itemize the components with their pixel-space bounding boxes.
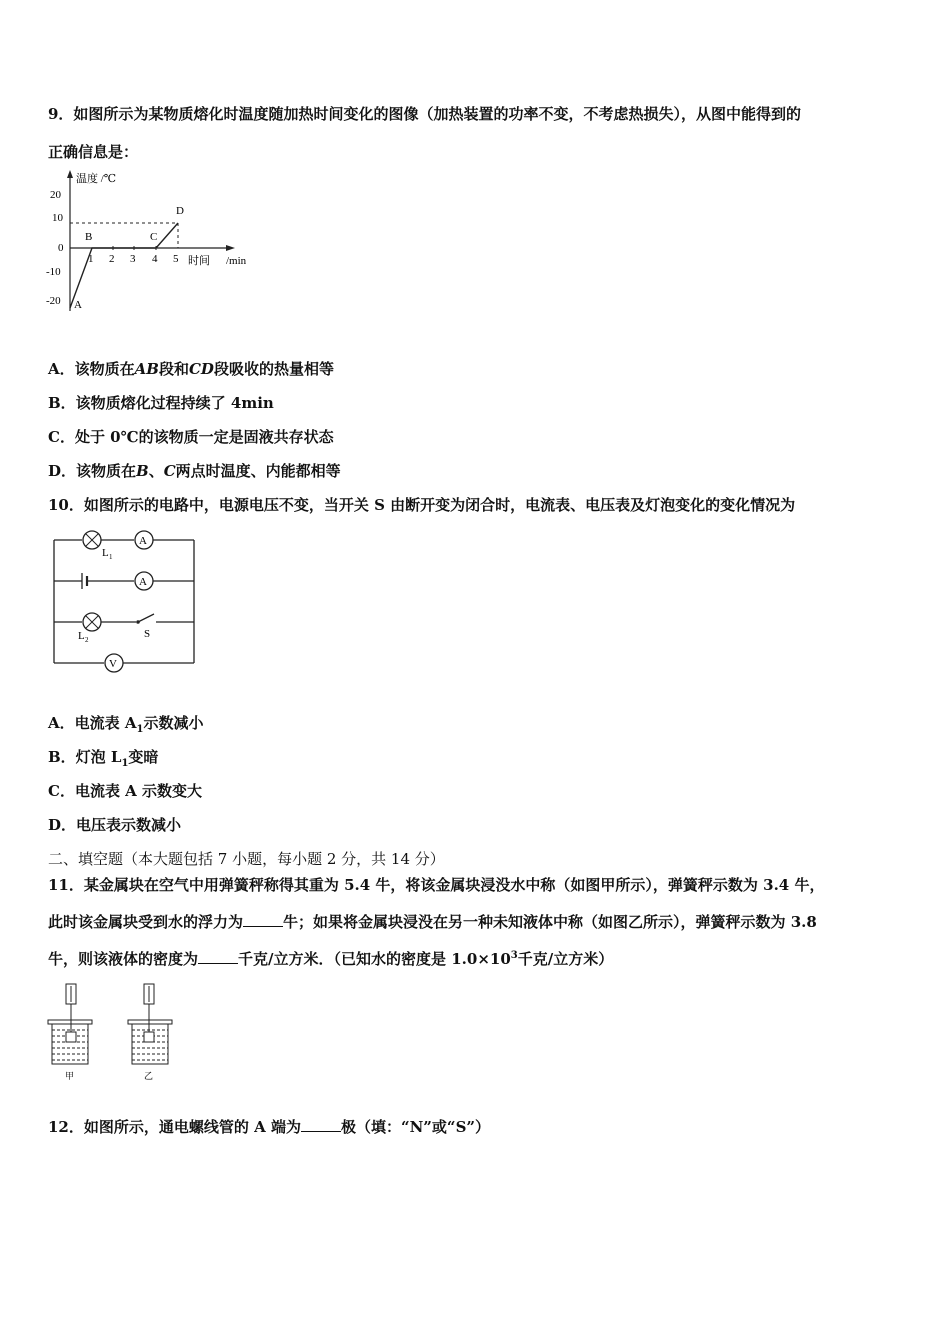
x-axis-label: 时间 [188, 255, 210, 267]
q11-blank-1[interactable] [243, 914, 283, 927]
q11-blank-2[interactable] [198, 951, 238, 964]
q9-stem-line-2: 正确信息是： [48, 143, 139, 161]
y-tick-0: 0 [58, 242, 64, 254]
x-axis-unit: /min [226, 255, 247, 267]
ammeter-a [135, 572, 153, 590]
q9-temperature-graph [40, 168, 260, 318]
figure-jia [48, 984, 92, 1081]
svg-text:甲: 甲 [65, 1071, 75, 1081]
q12-stem: 12．如图所示，通电螺线管的 A 端为 极（填：“N”或“S”） [48, 1118, 491, 1136]
svg-text:A: A [139, 576, 147, 588]
q10-option-d[interactable]: D．电压表示数减小 [48, 816, 182, 834]
q11-line-3: 牛，则该液体的密度为 千克/立方米．（已知水的密度是 $1.0\times 10^3$千克/立方米） [48, 950, 614, 968]
y-axis-label: 温度 /℃ [76, 173, 117, 185]
x-tick-3: 3 [130, 253, 136, 265]
y-tick-neg10: -10 [46, 266, 61, 278]
svg-text:A: A [139, 535, 147, 547]
q11-spring-scale-figures [44, 982, 194, 1082]
label-l1: L [102, 547, 109, 559]
q10-stem: 10．如图所示的电路中，电源电压不变，当开关 S 由断开变为闭合时，电流表、电压表及灯泡变化的变化情况为 [48, 496, 796, 514]
section-2-heading: 二、填空题（本大题包括 7 小题，每小题 2 分，共 14 分） [48, 850, 445, 868]
x-tick-5: 5 [173, 253, 179, 265]
label-s: S [144, 628, 151, 640]
label-l2-sub: 2 [85, 636, 89, 644]
svg-text:乙: 乙 [144, 1071, 154, 1081]
point-D: D [176, 205, 184, 217]
q10-option-b[interactable]: B．灯泡 $L_1$变暗 [48, 748, 159, 769]
switch-s [136, 614, 154, 624]
lamp-l1 [83, 531, 101, 549]
y-tick-20: 20 [50, 189, 61, 201]
q11-line-2: 此时该金属块受到水的浮力为 牛；如果将金属块浸没在另一种未知液体中称（如图乙所示），弹簧秤示数为 3.8 [48, 913, 817, 931]
y-tick-10: 10 [52, 212, 63, 224]
label-l2: L [78, 630, 85, 642]
q10-option-a[interactable]: A．电流表 $A_1$示数减小 [48, 714, 204, 735]
q9-option-a[interactable]: A．该物质在AB段和CD段吸收的热量相等 [48, 360, 334, 378]
q9-stem-line-1: 9．如图所示为某物质熔化时温度随加热时间变化的图像（加热装置的功率不变，不考虑热损失），从图中能得到的 [48, 105, 801, 123]
label-l1-sub: 1 [109, 553, 113, 561]
q10-circuit-diagram [48, 528, 208, 678]
y-axis-arrow [67, 170, 73, 178]
ammeter-a1 [135, 531, 153, 549]
q12-blank[interactable] [301, 1119, 341, 1132]
lamp-l2 [83, 613, 101, 631]
y-tick-neg20: -20 [46, 295, 61, 307]
point-A: A [74, 299, 82, 311]
point-C: C [150, 231, 158, 243]
x-tick-1: 1 [88, 253, 94, 265]
q11-line-1: 11．某金属块在空气中用弹簧秤称得其重为 5.4 牛，将该金属块浸没水中称（如图甲所示），弹簧秤示数为 3.4 牛， [48, 876, 825, 894]
battery [82, 573, 87, 589]
x-axis-arrow [226, 245, 235, 251]
point-B: B [85, 231, 93, 243]
svg-text:V: V [109, 658, 117, 670]
x-tick-4: 4 [152, 253, 158, 265]
q10-option-c[interactable]: C．电流表 A 示数变大 [48, 782, 203, 800]
figure-yi [128, 984, 172, 1081]
q9-option-b[interactable]: B．该物质熔化过程持续了 4min [48, 394, 274, 412]
voltmeter-v [105, 654, 123, 672]
x-tick-2: 2 [109, 253, 115, 265]
q9-option-c[interactable]: C．处于 0℃的该物质一定是固液共存状态 [48, 428, 334, 446]
q9-option-d[interactable]: D．该物质在B、C两点时温度、内能都相等 [48, 462, 341, 480]
